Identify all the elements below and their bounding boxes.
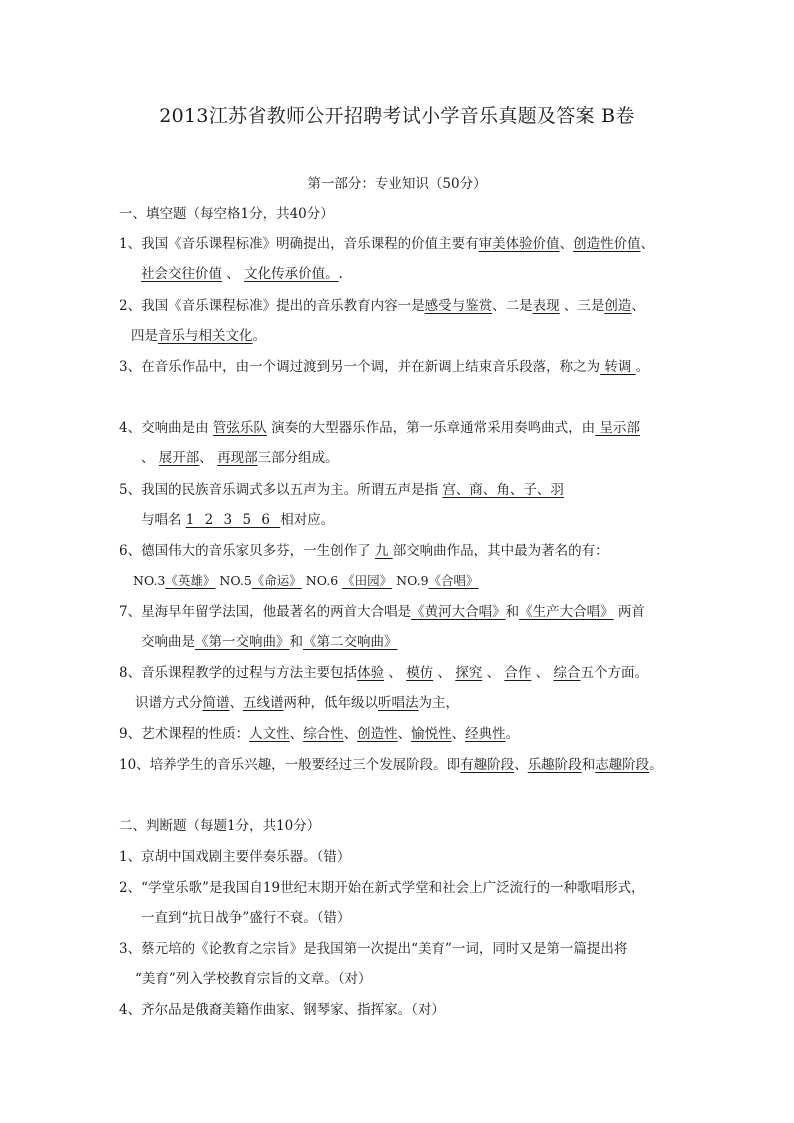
question-5-line-1: 5、我国的民族音乐调式多以五声为主。所谓五声是指 宫、商、角、子、羽 [119, 482, 564, 498]
judgement-question-3-line-2: “美育”列入学校教育宗旨的文章。（对） [135, 971, 372, 987]
question-2-line-1: 2、我国《音乐课程标准》提出的音乐教育内容一是感受与鉴赏、二是表现 、三是创造、 [119, 298, 645, 314]
question-2-line-2: 四是音乐与相关文化。 [131, 328, 266, 344]
judgement-question-4: 4、齐尔品是俄裔美籍作曲家、钢琴家、指挥家。（对） [119, 1002, 445, 1018]
question-5-line-2: 与唱名 1 2 3 5 6 相对应。 [141, 512, 335, 528]
question-7-line-1: 7、星海早年留学法国，他最著名的两首大合唱是《黄河大合唱》和《生产大合唱》 两首 [119, 604, 645, 620]
question-6-line-1: 6、德国伟大的音乐家贝多芬，一生创作了 九 部交响曲作品，其中最为著名的有： [119, 543, 609, 559]
judgement-question-1: 1、京胡中国戏剧主要伴奏乐器。（错） [119, 849, 351, 865]
question-9: 9、艺术课程的性质：人文性、综合性、创造性、愉悦性、经典性。 [119, 726, 520, 742]
question-1-line-1: 1、我国《音乐课程标准》明确提出，音乐课程的价值主要有审美体验价值、创造性价值、 [119, 236, 655, 252]
section-heading-true-false: 二、判断题（每题1分，共10分） [119, 818, 321, 834]
question-4-line-2: 、 展开部、 再现部三部分组成。 [141, 450, 339, 466]
document-title: 2013江苏省教师公开招聘考试小学音乐真题及答案 B卷 [159, 105, 635, 127]
question-8-line-2: 识谱方式分简谱、五线谱两种，低年级以听唱法为主， [135, 695, 459, 711]
section-heading-fill-in: 一、填空题（每空格1分，共40分） [119, 206, 334, 222]
question-8-line-1: 8、音乐课程教学的过程与方法主要包括体验 、 模仿 、 探究 、 合作 、 综合五个方面。 [119, 665, 648, 681]
question-1-line-2: 社会交往价值 、 文化传承价值。. [141, 266, 343, 282]
judgement-question-2-line-1: 2、“学堂乐歌”是我国自19世纪末期开始在新式学堂和社会上广泛流行的一种歌唱形式， [119, 880, 645, 896]
question-3: 3、在音乐作品中，由一个调过渡到另一个调，并在新调上结束音乐段落，称之为 转调 。 [119, 359, 650, 375]
judgement-question-3-line-1: 3、蔡元培的《论教育之宗旨》是我国第一次提出“美育”一词，同时又是第一篇提出将 [119, 941, 628, 957]
question-10: 10、培养学生的音乐兴趣，一般要经过三个发展阶段。即有趣阶段、乐趣阶段和志趣阶段。 [119, 757, 663, 773]
part-heading: 第一部分：专业知识（50分） [307, 176, 487, 192]
judgement-question-2-line-2: 一直到“抗日战争”盛行不衰。（错） [141, 910, 351, 926]
question-6-line-2: NO.3《英雄》 NO.5《命运》 NO.6 《田园》 NO.9《合唱》 [133, 573, 479, 588]
question-4-line-1: 4、交响曲是由 管弦乐队 演奏的大型器乐作品，第一乐章通常采用奏鸣曲式，由 呈示部 [119, 420, 640, 436]
question-7-line-2: 交响曲是《第一交响曲》和《第二交响曲》 [141, 634, 398, 650]
